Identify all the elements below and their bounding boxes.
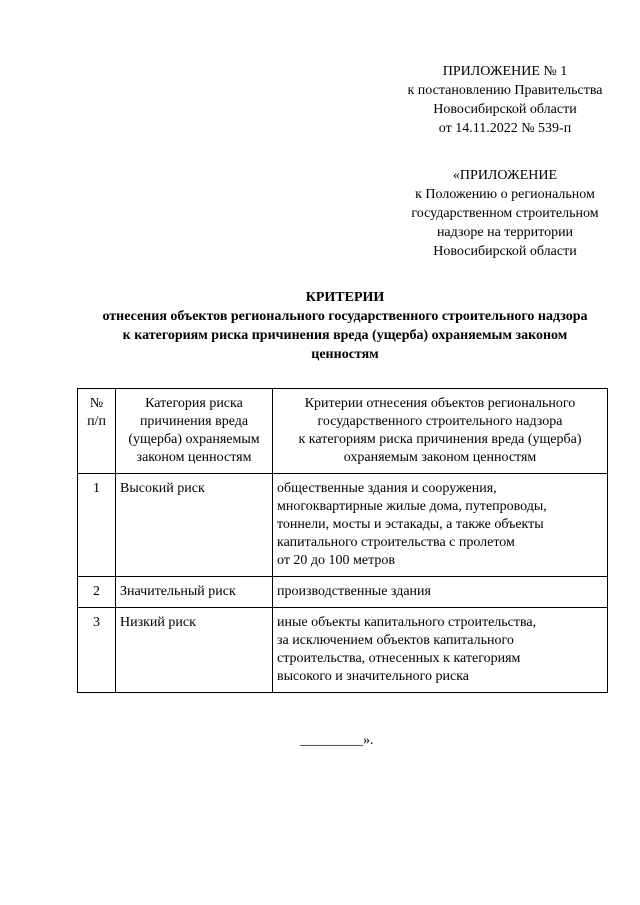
criteria-line: производственные здания (277, 584, 431, 599)
row-criteria (273, 577, 608, 608)
header-category-line: причинения вреда (139, 414, 249, 429)
appendix-1-heading (390, 62, 620, 138)
row-criteria (273, 608, 608, 693)
header-num-line: № (89, 396, 104, 411)
header-category-line: Категория риска (145, 396, 243, 411)
criteria-line: иные объекты капитального строительства, (277, 615, 537, 630)
criteria-line: многоквартирные жилые дома, путепроводы, (277, 499, 547, 514)
criteria-table (77, 388, 608, 693)
document-title (70, 288, 620, 364)
appendix-2-heading (390, 166, 620, 261)
criteria-line: за исключением объектов капитального (277, 633, 514, 648)
appendix-1-line: к постановлению Правительства (407, 83, 603, 98)
header-criteria-line: охраняемым законом ценностям (343, 450, 537, 465)
header-category-line: законом ценностям (136, 450, 252, 465)
table-row (78, 608, 608, 693)
header-criteria (273, 389, 608, 474)
criteria-line: высокого и значительного риска (277, 669, 470, 684)
table-header-row (78, 389, 608, 474)
closing-mark: _________». (300, 733, 374, 748)
title-line: отнесения объектов регионального государственного строительного надзора (102, 309, 588, 324)
header-category-line: (ущерба) охраняемым (128, 432, 260, 447)
row-category: Высокий риск (116, 474, 273, 577)
header-num-line: п/п (87, 414, 106, 429)
appendix-2-line: к Положению о региональном (415, 187, 595, 202)
table-row (78, 577, 608, 608)
appendix-2-line: надзоре на территории (436, 225, 574, 240)
appendix-2-line: Новосибирской области (433, 244, 577, 259)
criteria-line: строительства, отнесенных к категориям (277, 651, 521, 666)
row-num: 3 (78, 608, 116, 693)
row-criteria (273, 474, 608, 577)
row-category: Значительный риск (116, 577, 273, 608)
criteria-line: капитального строительства с пролетом (277, 535, 515, 550)
row-num: 1 (78, 474, 116, 577)
header-category (116, 389, 273, 474)
appendix-1-line: от 14.11.2022 № 539-п (438, 121, 572, 136)
appendix-2-line: государственном строительном (411, 206, 599, 221)
criteria-line: от 20 до 100 метров (277, 553, 396, 568)
title-line: КРИТЕРИИ (305, 290, 385, 305)
header-criteria-line: к категориям риска причинения вреда (ущерба) (298, 432, 582, 447)
title-line: к категориям риска причинения вреда (ущерба) охраняемым законом (122, 328, 568, 343)
row-category: Низкий риск (116, 608, 273, 693)
header-criteria-line: Критерии отнесения объектов регионального (304, 396, 576, 411)
header-num (78, 389, 116, 474)
header-criteria-line: государственного строительного надзора (317, 414, 563, 429)
appendix-1-line: Новосибирской области (433, 102, 577, 117)
criteria-line: тоннели, мосты и эстакады, а также объекты (277, 517, 544, 532)
appendix-1-line: ПРИЛОЖЕНИЕ № 1 (442, 64, 568, 79)
criteria-line: общественные здания и сооружения, (277, 481, 497, 496)
title-line: ценностям (311, 347, 379, 362)
table-row (78, 474, 608, 577)
row-num: 2 (78, 577, 116, 608)
appendix-2-line: «ПРИЛОЖЕНИЕ (452, 168, 558, 183)
